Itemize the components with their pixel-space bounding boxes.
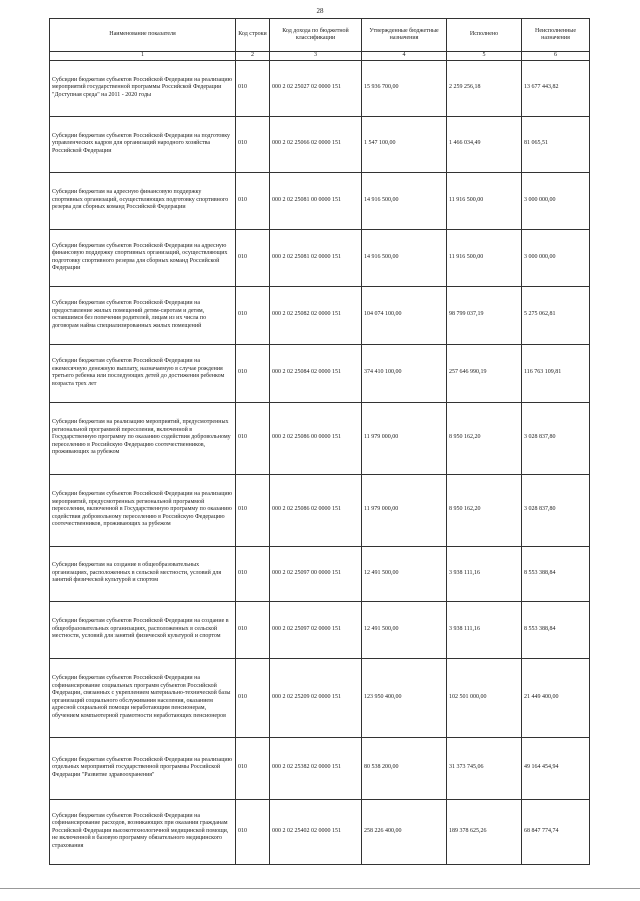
table-row xyxy=(50,474,590,546)
income-code: 000 2 02 25086 02 0000 151 xyxy=(270,474,362,546)
indicator-name: Субсидии бюджетам субъектов Российской Федерации на софинансирование социальных программ субъектов Российской Федерации, связанных с укреплением материально-технической базы организаций социального обслуживания населения, оказанием адресной социальной помощи неработающим пенсионерам, обучением компьютерной грамотности неработающих пенсионеров xyxy=(50,658,236,737)
approved-amount: 1 547 100,00 xyxy=(362,116,447,172)
unexecuted-amount: 3 028 837,80 xyxy=(522,474,590,546)
row-code: 010 xyxy=(236,286,270,344)
approved-amount: 14 916 500,00 xyxy=(362,229,447,286)
indicator-name: Субсидии бюджетам на реализацию мероприятий, предусмотренных региональной программой переселения, включенной в Государственную программу по оказанию содействия добровольному переселению в Российскую Федерацию соотечественников, проживающих за рубежом xyxy=(50,402,236,474)
unexecuted-amount: 3 028 837,80 xyxy=(522,402,590,474)
executed-amount: 8 950 162,20 xyxy=(447,474,522,546)
table-row xyxy=(50,658,590,737)
executed-amount: 11 916 500,00 xyxy=(447,172,522,229)
executed-amount: 3 938 111,16 xyxy=(447,546,522,601)
income-code: 000 2 02 25402 02 0000 151 xyxy=(270,799,362,864)
table-row xyxy=(50,601,590,658)
header-unexecuted: Неисполненные назначения xyxy=(522,19,590,52)
column-number: 3 xyxy=(270,52,362,61)
income-code: 000 2 02 25209 02 0000 151 xyxy=(270,658,362,737)
executed-amount: 1 466 034,49 xyxy=(447,116,522,172)
approved-amount: 258 226 400,00 xyxy=(362,799,447,864)
unexecuted-amount: 8 553 388,84 xyxy=(522,546,590,601)
income-code: 000 2 02 25097 00 0000 151 xyxy=(270,546,362,601)
table-row xyxy=(50,402,590,474)
unexecuted-amount: 116 763 109,81 xyxy=(522,344,590,402)
indicator-name: Субсидии бюджетам субъектов Российской Федерации на подготовку управленческих кадров для организаций народного хозяйства Российской Федерации xyxy=(50,116,236,172)
row-code: 010 xyxy=(236,60,270,116)
row-code: 010 xyxy=(236,799,270,864)
table-row xyxy=(50,229,590,286)
table-row xyxy=(50,60,590,116)
approved-amount: 15 936 700,00 xyxy=(362,60,447,116)
income-code: 000 2 02 25066 02 0000 151 xyxy=(270,116,362,172)
income-code: 000 2 02 25086 00 0000 151 xyxy=(270,402,362,474)
table-row xyxy=(50,116,590,172)
header-executed: Исполнено xyxy=(447,19,522,52)
table-row xyxy=(50,799,590,864)
header-code: Код строки xyxy=(236,19,270,52)
indicator-name: Субсидии бюджетам субъектов Российской Федерации на создание в общеобразовательных организациях, расположенных в сельской местности, условий для занятий физической культурой и спортом xyxy=(50,601,236,658)
indicator-name: Субсидии бюджетам на адресную финансовую поддержку спортивных организаций, осуществляющих подготовку спортивного резерва для сборных команд Российской Федерации xyxy=(50,172,236,229)
table-row xyxy=(50,286,590,344)
indicator-name: Субсидии бюджетам субъектов Российской Федерации на реализацию мероприятий, предусмотренных региональной программой переселения, включенной в Государственную программу по оказанию содействия добровольному переселению в Российскую Федерацию соотечественников, проживающих за рубежом xyxy=(50,474,236,546)
executed-amount: 189 378 625,26 xyxy=(447,799,522,864)
row-code: 010 xyxy=(236,229,270,286)
indicator-name: Субсидии бюджетам субъектов Российской Федерации на реализацию мероприятий государственной программы Российской Федерации "Доступная среда" на 2011 - 2020 годы xyxy=(50,60,236,116)
executed-amount: 3 938 111,16 xyxy=(447,601,522,658)
indicator-name: Субсидии бюджетам на создание в общеобразовательных организациях, расположенных в сельской местности, условий для занятий физической культурой и спортом xyxy=(50,546,236,601)
indicator-name: Субсидии бюджетам субъектов Российской Федерации на адресную финансовую поддержку спортивных организаций, осуществляющих подготовку спортивного резерва для сборных команд Российской Федерации xyxy=(50,229,236,286)
row-code: 010 xyxy=(236,546,270,601)
budget-table xyxy=(49,18,590,865)
column-number: 5 xyxy=(447,52,522,61)
approved-amount: 104 074 100,00 xyxy=(362,286,447,344)
executed-amount: 102 501 000,00 xyxy=(447,658,522,737)
unexecuted-amount: 5 275 062,81 xyxy=(522,286,590,344)
header-approved: Утвержденные бюджетные назначения xyxy=(362,19,447,52)
approved-amount: 12 491 500,00 xyxy=(362,546,447,601)
unexecuted-amount: 81 065,51 xyxy=(522,116,590,172)
indicator-name: Субсидии бюджетам субъектов Российской Федерации на реализацию отдельных мероприятий государственной программы Российской Федерации "Развитие здравоохранения" xyxy=(50,737,236,799)
approved-amount: 11 979 000,00 xyxy=(362,474,447,546)
executed-amount: 2 259 256,18 xyxy=(447,60,522,116)
column-number: 1 xyxy=(50,52,236,61)
header-income-code: Код дохода по бюджетной классификации xyxy=(270,19,362,52)
row-code: 010 xyxy=(236,172,270,229)
approved-amount: 11 979 000,00 xyxy=(362,402,447,474)
indicator-name: Субсидии бюджетам субъектов Российской Федерации на ежемесячную денежную выплату, назначаемую в случае рождения третьего ребенка или последующих детей до достижения ребенком возраста трех лет xyxy=(50,344,236,402)
income-code: 000 2 02 25081 02 0000 151 xyxy=(270,229,362,286)
income-code: 000 2 02 25382 02 0000 151 xyxy=(270,737,362,799)
column-number: 4 xyxy=(362,52,447,61)
row-code: 010 xyxy=(236,116,270,172)
approved-amount: 374 410 100,00 xyxy=(362,344,447,402)
page-bottom-rule xyxy=(0,888,640,889)
income-code: 000 2 02 25081 00 0000 151 xyxy=(270,172,362,229)
approved-amount: 12 491 500,00 xyxy=(362,601,447,658)
table-header-row xyxy=(50,19,590,52)
table-row xyxy=(50,344,590,402)
indicator-name: Субсидии бюджетам субъектов Российской Федерации на софинансирование расходов, возникающих при оказании гражданам Российской Федерации высокотехнологичной медицинской помощи, не включенной в базовую программу обязательного медицинского страхования xyxy=(50,799,236,864)
indicator-name: Субсидии бюджетам субъектов Российской Федерации на предоставление жилых помещений детям-сиротам и детям, оставшимся без попечения родителей, лицам из их числа по договорам найма специализированных жилых помещений xyxy=(50,286,236,344)
executed-amount: 11 916 500,00 xyxy=(447,229,522,286)
row-code: 010 xyxy=(236,737,270,799)
unexecuted-amount: 3 000 000,00 xyxy=(522,172,590,229)
executed-amount: 98 799 037,19 xyxy=(447,286,522,344)
income-code: 000 2 02 25027 02 0000 151 xyxy=(270,60,362,116)
table-row xyxy=(50,172,590,229)
unexecuted-amount: 13 677 443,82 xyxy=(522,60,590,116)
column-number: 6 xyxy=(522,52,590,61)
row-code: 010 xyxy=(236,658,270,737)
income-code: 000 2 02 25097 02 0000 151 xyxy=(270,601,362,658)
approved-amount: 80 538 200,00 xyxy=(362,737,447,799)
unexecuted-amount: 3 000 000,00 xyxy=(522,229,590,286)
page-number: 28 xyxy=(316,7,324,15)
row-code: 010 xyxy=(236,344,270,402)
income-code: 000 2 02 25084 02 0000 151 xyxy=(270,344,362,402)
executed-amount: 257 646 990,19 xyxy=(447,344,522,402)
income-code: 000 2 02 25082 02 0000 151 xyxy=(270,286,362,344)
executed-amount: 8 950 162,20 xyxy=(447,402,522,474)
approved-amount: 14 916 500,00 xyxy=(362,172,447,229)
row-code: 010 xyxy=(236,474,270,546)
table-row xyxy=(50,737,590,799)
header-name: Наименование показателя xyxy=(50,19,236,52)
executed-amount: 31 373 745,06 xyxy=(447,737,522,799)
column-number: 2 xyxy=(236,52,270,61)
row-code: 010 xyxy=(236,402,270,474)
unexecuted-amount: 68 847 774,74 xyxy=(522,799,590,864)
unexecuted-amount: 21 449 400,00 xyxy=(522,658,590,737)
row-code: 010 xyxy=(236,601,270,658)
approved-amount: 123 950 400,00 xyxy=(362,658,447,737)
unexecuted-amount: 49 164 454,94 xyxy=(522,737,590,799)
table-row xyxy=(50,546,590,601)
unexecuted-amount: 8 553 388,84 xyxy=(522,601,590,658)
column-number-row xyxy=(50,52,590,61)
